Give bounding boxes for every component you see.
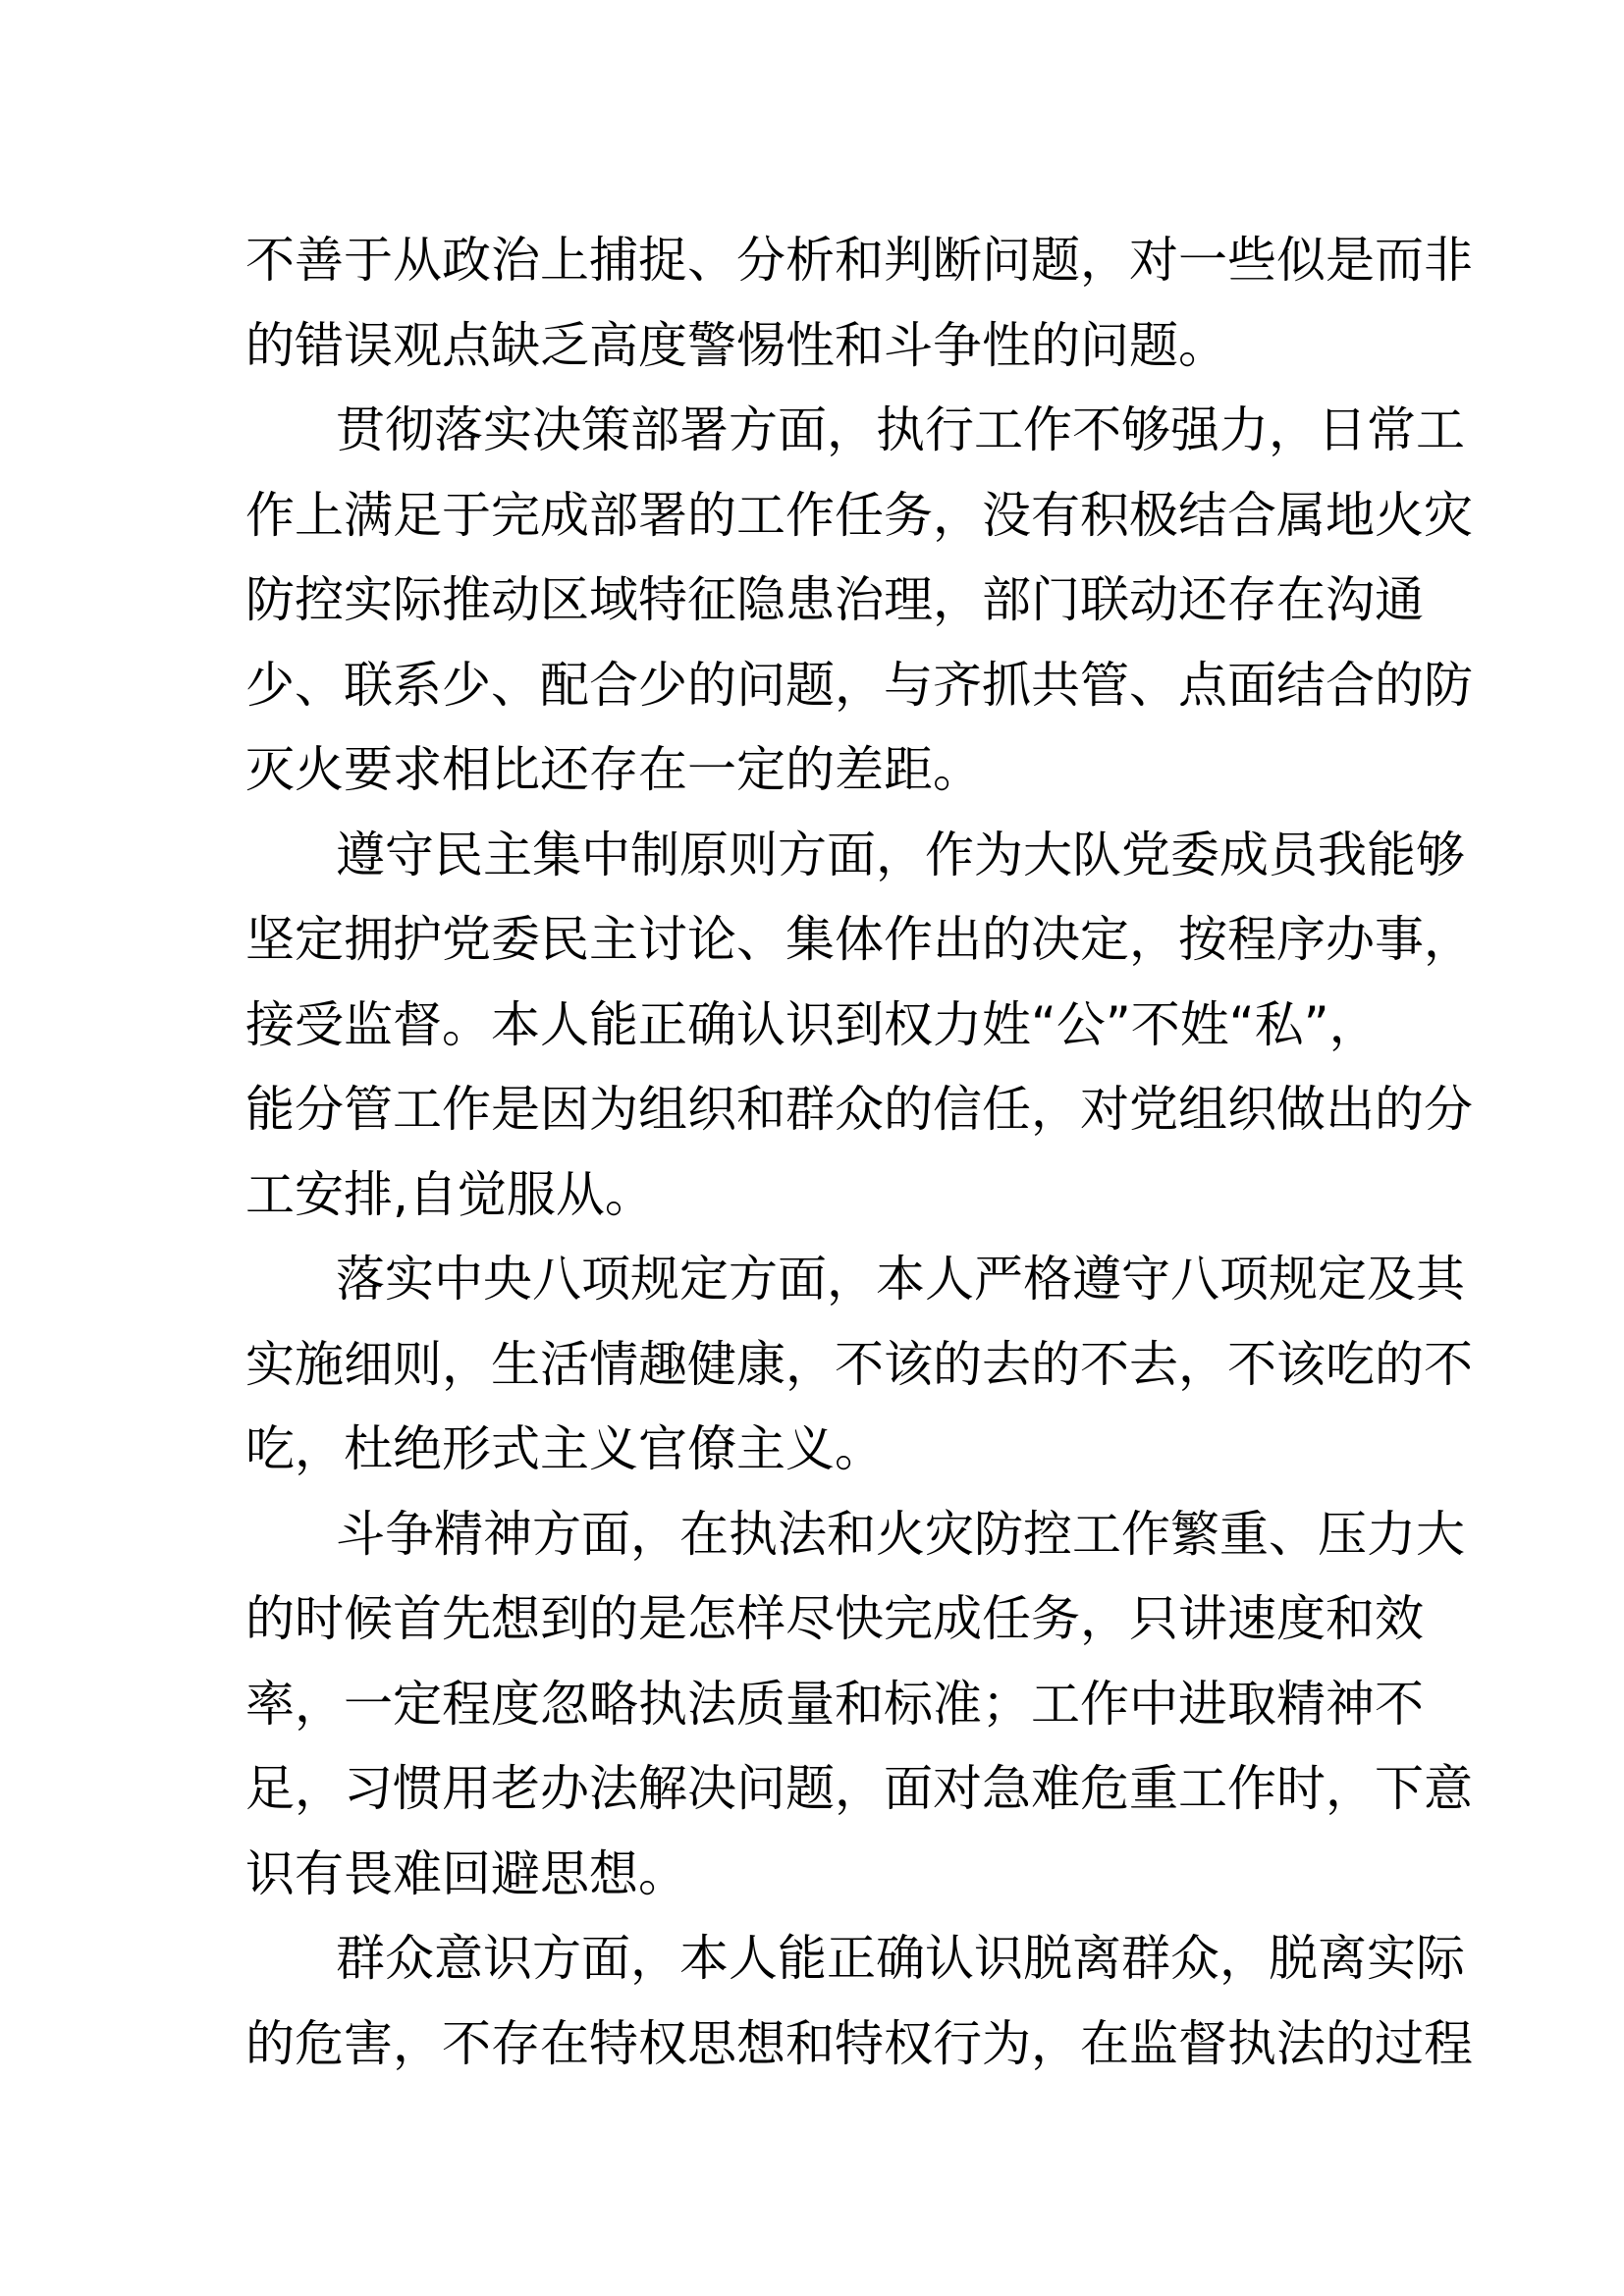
- paragraph-first-line: 群众意识方面，本人能正确认识脱离群众，脱离实际: [336, 1930, 1465, 1987]
- text-line: 坚定拥护党委民主讨论、集体作出的决定，按程序办事，: [245, 911, 1473, 968]
- text-line: 灭火要求相比还存在一定的差距。: [245, 741, 982, 798]
- text-line: 的错误观点缺乏高度警惕性和斗争性的问题。: [245, 316, 1227, 374]
- text-line: 的时候首先想到的是怎样尽快完成任务，只讲速度和效: [245, 1590, 1424, 1647]
- paragraph-first-line: 斗争精神方面，在执法和火灾防控工作繁重、压力大: [336, 1505, 1465, 1563]
- text-line: 能分管工作是因为组织和群众的信任，对党组织做出的分: [245, 1081, 1473, 1138]
- paragraph-first-line: 贯彻落实决策部署方面，执行工作不够强力，日常工: [336, 401, 1465, 458]
- text-line: 率，一定程度忽略执法质量和标准；工作中进取精神不: [245, 1675, 1424, 1733]
- document-body: [245, 218, 1473, 2086]
- text-line: 接受监督。本人能正确认识到权力姓“公”不姓“私”，: [245, 995, 1379, 1053]
- paragraph-first-line: 落实中央八项规定方面，本人严格遵守八项规定及其: [336, 1251, 1465, 1308]
- text-line: 作上满足于完成部署的工作任务，没有积极结合属地火灾: [245, 486, 1473, 544]
- text-line: 少、联系少、配合少的问题，与齐抓共管、点面结合的防: [245, 656, 1473, 714]
- text-line: 吃，杜绝形式主义官僚主义。: [245, 1420, 884, 1477]
- text-line: 的危害，不存在特权思想和特权行为，在监督执法的过程: [245, 2014, 1473, 2072]
- text-line: 识有畏难回避思想。: [245, 1844, 687, 1902]
- text-line: 工安排,自觉服从。: [245, 1165, 654, 1223]
- text-line: 防控实际推动区域特征隐患治理，部门联动还存在沟通: [245, 571, 1424, 628]
- text-line: 不善于从政治上捕捉、分析和判断问题，对一些似是而非: [245, 232, 1473, 289]
- text-line: 实施细则，生活情趣健康，不该的去的不去，不该吃的不: [245, 1335, 1473, 1393]
- text-line: 足，习惯用老办法解决问题，面对急难危重工作时，下意: [245, 1760, 1473, 1817]
- paragraph-first-line: 遵守民主集中制原则方面，作为大队党委成员我能够: [336, 826, 1465, 883]
